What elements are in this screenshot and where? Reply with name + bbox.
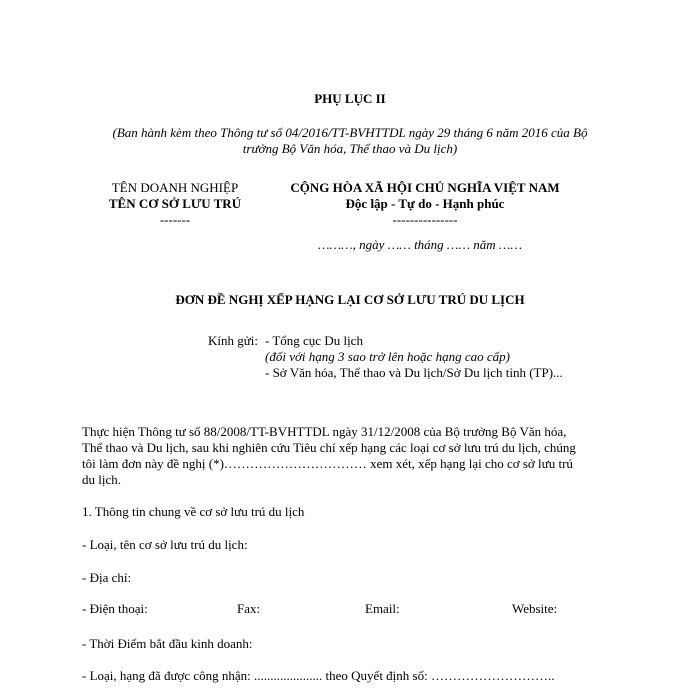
- issuance-note: [95, 125, 605, 157]
- establishment-name: TÊN CƠ SỞ LƯU TRÚ: [108, 196, 242, 211]
- nation-divider: ---------------: [392, 212, 458, 227]
- intro-paragraph: [82, 424, 618, 488]
- intro-line: Thể thao và Du lịch, sau khi nghiên cứu Tiêu chí xếp hạng các loại cơ sở lưu trú du lịch, chúng: [82, 440, 576, 455]
- recipient-row: [208, 365, 628, 381]
- recipients-block: [208, 333, 628, 381]
- recipient-row: [208, 333, 628, 349]
- recognized-rank-field: - Loại, hạng đã được công nhận: ..................... theo Quyết định số: ………………………..: [82, 668, 555, 683]
- recipient-spacer: [208, 365, 265, 381]
- recipient-line: - Tổng cục Du lịch: [265, 333, 363, 348]
- type-name-field: - Loại, tên cơ sở lưu trú du lịch:: [82, 537, 248, 552]
- recipient-line: - Sở Văn hóa, Thể thao và Du lịch/Sở Du lịch tỉnh (TP)...: [265, 365, 563, 380]
- fax-field: Fax:: [237, 601, 261, 616]
- issuance-note-line: trưởng Bộ Văn hóa, Thể thao và Du lịch): [242, 141, 458, 156]
- recipient-note: (đối với hạng 3 sao trở lên hoặc hạng cao cấp): [265, 349, 510, 364]
- nation-motto: Độc lập - Tự do - Hạnh phúc: [345, 196, 505, 211]
- section-heading: 1. Thông tin chung về cơ sở lưu trú du lịch: [82, 504, 305, 519]
- nation-block: [245, 180, 605, 228]
- issuance-note-line: (Ban hành kèm theo Thông tư số 04/2016/TT-BVHTTDL ngày 29 tháng 6 năm 2016 của Bộ: [112, 125, 588, 140]
- contact-row: [82, 601, 642, 617]
- start-time-field: - Thời Điểm bắt đầu kinh doanh:: [82, 636, 253, 651]
- org-divider: -------: [159, 212, 191, 227]
- nation-name: CỘNG HÒA XÃ HỘI CHỦ NGHĨA VIỆT NAM: [290, 180, 560, 195]
- form-title: ĐƠN ĐỀ NGHỊ XẾP HẠNG LẠI CƠ SỞ LƯU TRÚ DU LỊCH: [175, 292, 525, 307]
- appendix-title: PHỤ LỤC II: [314, 91, 386, 106]
- address-field: - Địa chỉ:: [82, 570, 132, 585]
- intro-line: Thực hiện Thông tư số 88/2008/TT-BVHTTDL ngày 31/12/2008 của Bộ trưởng Bộ Văn hóa,: [82, 424, 567, 439]
- intro-line: tôi làm đơn này đề nghị (*)…………………………… xem xét, xếp hạng lại cho cơ sở lưu trú: [82, 456, 573, 471]
- website-field: Website:: [512, 601, 558, 616]
- email-field: Email:: [365, 601, 400, 616]
- recipient-row: [208, 349, 628, 365]
- intro-line: du lịch.: [82, 472, 121, 487]
- phone-field: - Điện thoại:: [82, 601, 148, 616]
- enterprise-name: TÊN DOANH NGHIỆP: [111, 180, 239, 195]
- date-line: ………, ngày …… tháng …… năm ……: [318, 237, 523, 252]
- recipient-spacer: [208, 349, 265, 365]
- recipients-label: Kính gửi:: [208, 333, 259, 348]
